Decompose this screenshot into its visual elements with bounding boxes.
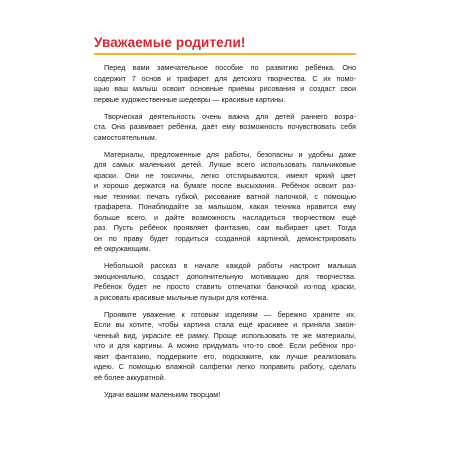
text-line: ные техники: печать губкой, рисование ватной палочкой, с помощью [94,191,356,201]
text-line: содержит 7 основ и трафарет для детского творчества. С их помо- [94,73,356,83]
text-line: ченный вид, украсьте её рамку. Проще использовать те же материалы, [94,330,356,340]
text-line: Удачи вашим маленьким творцам! [104,389,221,399]
paragraph-6 [94,390,356,401]
title-underline [94,53,356,55]
text-line: Проявите уважение к готовым изделиям — бережно храните их. [104,309,356,319]
paragraph-4 [94,261,356,303]
text-line: её более аккуратной. [94,372,166,382]
text-line: а рисовать красивые мыльные пузыри для котёнка. [94,292,269,302]
text-line: эмоционально, создаст дополнительную мотивацию для творчества. [94,271,356,281]
text-line: Небольшой рассказ в начале каждой работы настроит малыша [104,261,356,270]
text-line: для самых маленьких детей. Лучше всего использовать пальчиковые [94,160,356,169]
text-line: он по праву будет гордиться созданной картиной, демонстрировать [94,233,356,243]
text-line: самостоятельным. [94,132,157,142]
text-line: Перед вами замечательное пособие по развитию ребёнка. Оно [104,63,356,72]
paragraph-2 [94,112,356,144]
text-line: явит фантазию, поддержите его, подскажите, как лучше реализовать [94,351,356,361]
text-line: щью ваш малыш освоит основные приёмы рисования и создаст свои [94,84,356,93]
paragraph-5 [94,310,356,384]
text-line: Материалы, предложенные для работы, безопасны и удобны даже [104,149,356,159]
text-line: что и для картины. А можно придумать что-то своё. Если ребёнок про- [94,341,356,350]
paragraph-3 [94,150,356,255]
text-line: и хорошо держатся на бумаге после высыхания. Ребёнок освоит раз- [94,181,356,190]
page-title: Уважаемые родители! [94,35,246,50]
paragraph-1 [94,63,356,105]
text-line: больше всего, и дайте возможность насладиться творчеством ещё [94,212,356,222]
text-line: первые художественные шедевры — красивые картины. [94,94,286,104]
body-text [94,63,356,407]
text-line: идею. С помощью влажной салфетки легко поправить работу, сделать [94,362,356,371]
text-line: Творческая деятельность очень важна для детей раннего возра- [104,111,356,121]
text-line: краски. Они не токсичны, легко отстирываются, имеют яркий цвет [94,170,356,180]
text-line: ста. Она развивает ребёнка, даёт ему возможность почувствовать себя [94,122,356,131]
text-line: Ребёнок будет не просто ставить отпечатки баночкой из-под краски, [94,282,356,291]
text-line: её окружающим. [94,244,151,253]
text-line: трафарета. Понаблюдайте за малышом, какая техника нравится ему [94,202,356,211]
text-line: Если вы хотите, чтобы картина стала ещё красивее и приняла закон- [94,320,356,329]
text-line: раз. Пусть ребёнок проявляет фантазию, сам выбирает цвет. Тогда [94,223,356,232]
